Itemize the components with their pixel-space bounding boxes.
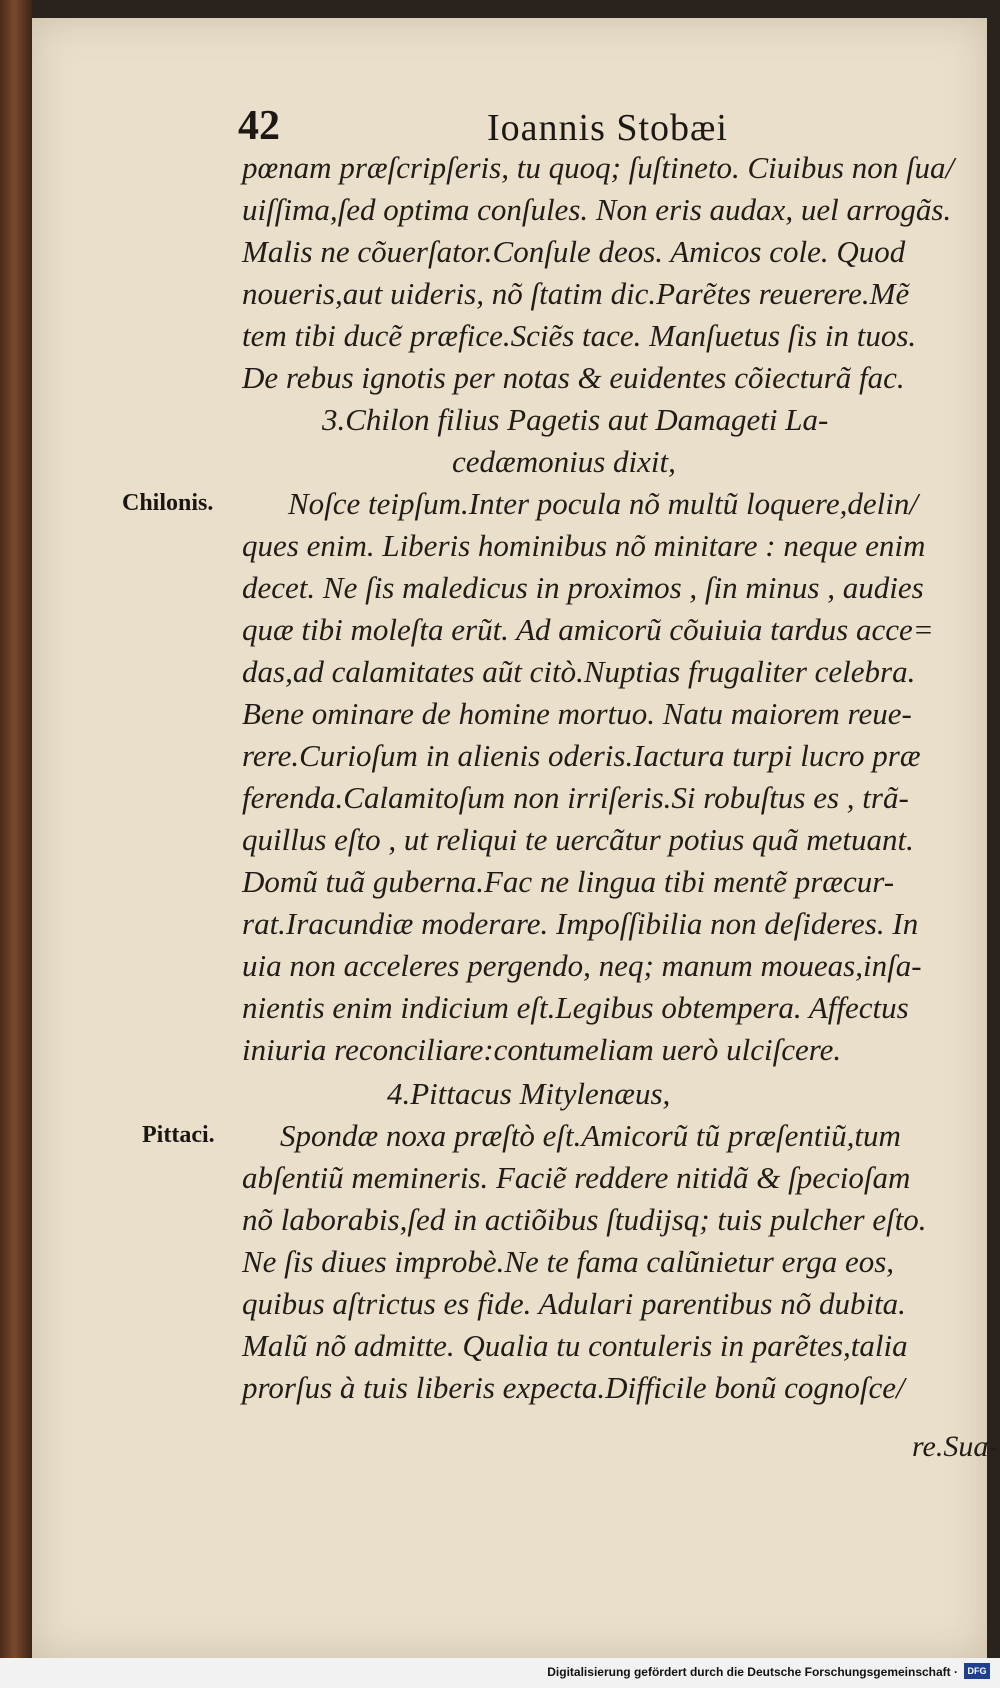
body-line: uiſſima,ſed optima conſules. Non eris audax, uel arrogãs. xyxy=(242,192,952,227)
body-line: prorſus à tuis liberis expecta.Difficile bonũ cognoſce/ xyxy=(242,1370,905,1405)
body-line: decet. Ne ſis maledicus in proximos , ſin minus , audies xyxy=(242,570,924,605)
body-line: ques enim. Liberis hominibus nõ minitare : neque enim xyxy=(242,528,926,563)
book-page xyxy=(32,18,999,1658)
section-heading-pittacus: 4.Pittacus Mitylenæus, xyxy=(387,1076,671,1111)
body-line: iniuria reconciliare:contumeliam uerò ulciſcere. xyxy=(242,1032,842,1067)
footer-bar xyxy=(0,1658,1000,1688)
section-heading-chilon-cont: cedæmonius dixit, xyxy=(452,444,676,479)
body-line: pœnam præſcripſeris, tu quoq; ſuſtineto. Ciuibus non ſua/ xyxy=(242,150,955,185)
body-line: abſentiũ memineris. Faciẽ reddere nitidã & ſpecioſam xyxy=(242,1160,911,1195)
book-binding-edge xyxy=(0,0,32,1688)
body-line: Domũ tuã guberna.Fac ne lingua tibi mentẽ præcur- xyxy=(242,864,895,899)
body-line: uia non acceleres pergendo, neq; manum moueas,inſa- xyxy=(242,948,922,983)
body-line: das,ad calamitates aũt citò.Nuptias frugaliter celebra. xyxy=(242,654,916,689)
body-line: nientis enim indicium eſt.Legibus obtempera. Affectus xyxy=(242,990,909,1025)
body-line: noueris,aut uideris, nõ ſtatim dic.Parẽtes reuerere.Mẽ xyxy=(242,276,910,311)
margin-note-chilonis: Chilonis. xyxy=(122,490,214,516)
body-line: Bene ominare de homine mortuo. Natu maiorem reue- xyxy=(242,696,912,731)
body-line: quibus aſtrictus es fide. Adulari parentibus nõ dubita. xyxy=(242,1286,906,1321)
section-heading-chilon: 3.Chilon filius Pagetis aut Damageti La- xyxy=(322,402,829,437)
body-line: nõ laborabis,ſed in actiõibus ſtudijsq; tuis pulcher eſto. xyxy=(242,1202,927,1237)
body-line: tem tibi ducẽ præfice.Sciẽs tace. Manſuetus ſis in tuos. xyxy=(242,318,917,353)
margin-note-pittaci: Pittaci. xyxy=(142,1122,215,1148)
body-line: Malũ nõ admitte. Qualia tu contuleris in parẽtes,talia xyxy=(242,1328,908,1363)
funding-credit: Digitalisierung gefördert durch die Deutsche Forschungsgemeinschaft · xyxy=(547,1665,958,1679)
body-line: quæ tibi moleſta erũt. Ad amicorũ cõuiuia tardus acce= xyxy=(242,612,934,647)
catchword: re.Sua- xyxy=(912,1430,999,1463)
running-head: Ioannis Stobæi xyxy=(487,107,728,149)
body-line: ferenda.Calamitoſum non irriſeris.Si robuſtus es , trã- xyxy=(242,780,909,815)
page-number: 42 xyxy=(238,103,280,149)
body-line: rat.Iracundiæ moderare. Impoſſibilia non deſideres. In xyxy=(242,906,919,941)
body-line: Noſce teipſum.Inter pocula nõ multũ loquere,delin/ xyxy=(288,486,918,521)
dfg-logo-icon: DFG xyxy=(964,1663,990,1679)
body-line: De rebus ignotis per notas & euidentes cõiecturã fac. xyxy=(242,360,905,395)
body-line: quillus eſto , ut reliqui te uercãtur potius quã metuant. xyxy=(242,822,914,857)
body-line: rere.Curioſum in alienis oderis.Iactura turpi lucro præ xyxy=(242,738,921,773)
body-line: Malis ne cõuerſator.Conſule deos. Amicos cole. Quod xyxy=(242,234,906,269)
body-line: Spondæ noxa præſtò eſt.Amicorũ tũ præſentiũ,tum xyxy=(280,1118,901,1153)
body-line: Ne ſis diues improbè.Ne te fama calũnietur erga eos, xyxy=(242,1244,895,1279)
